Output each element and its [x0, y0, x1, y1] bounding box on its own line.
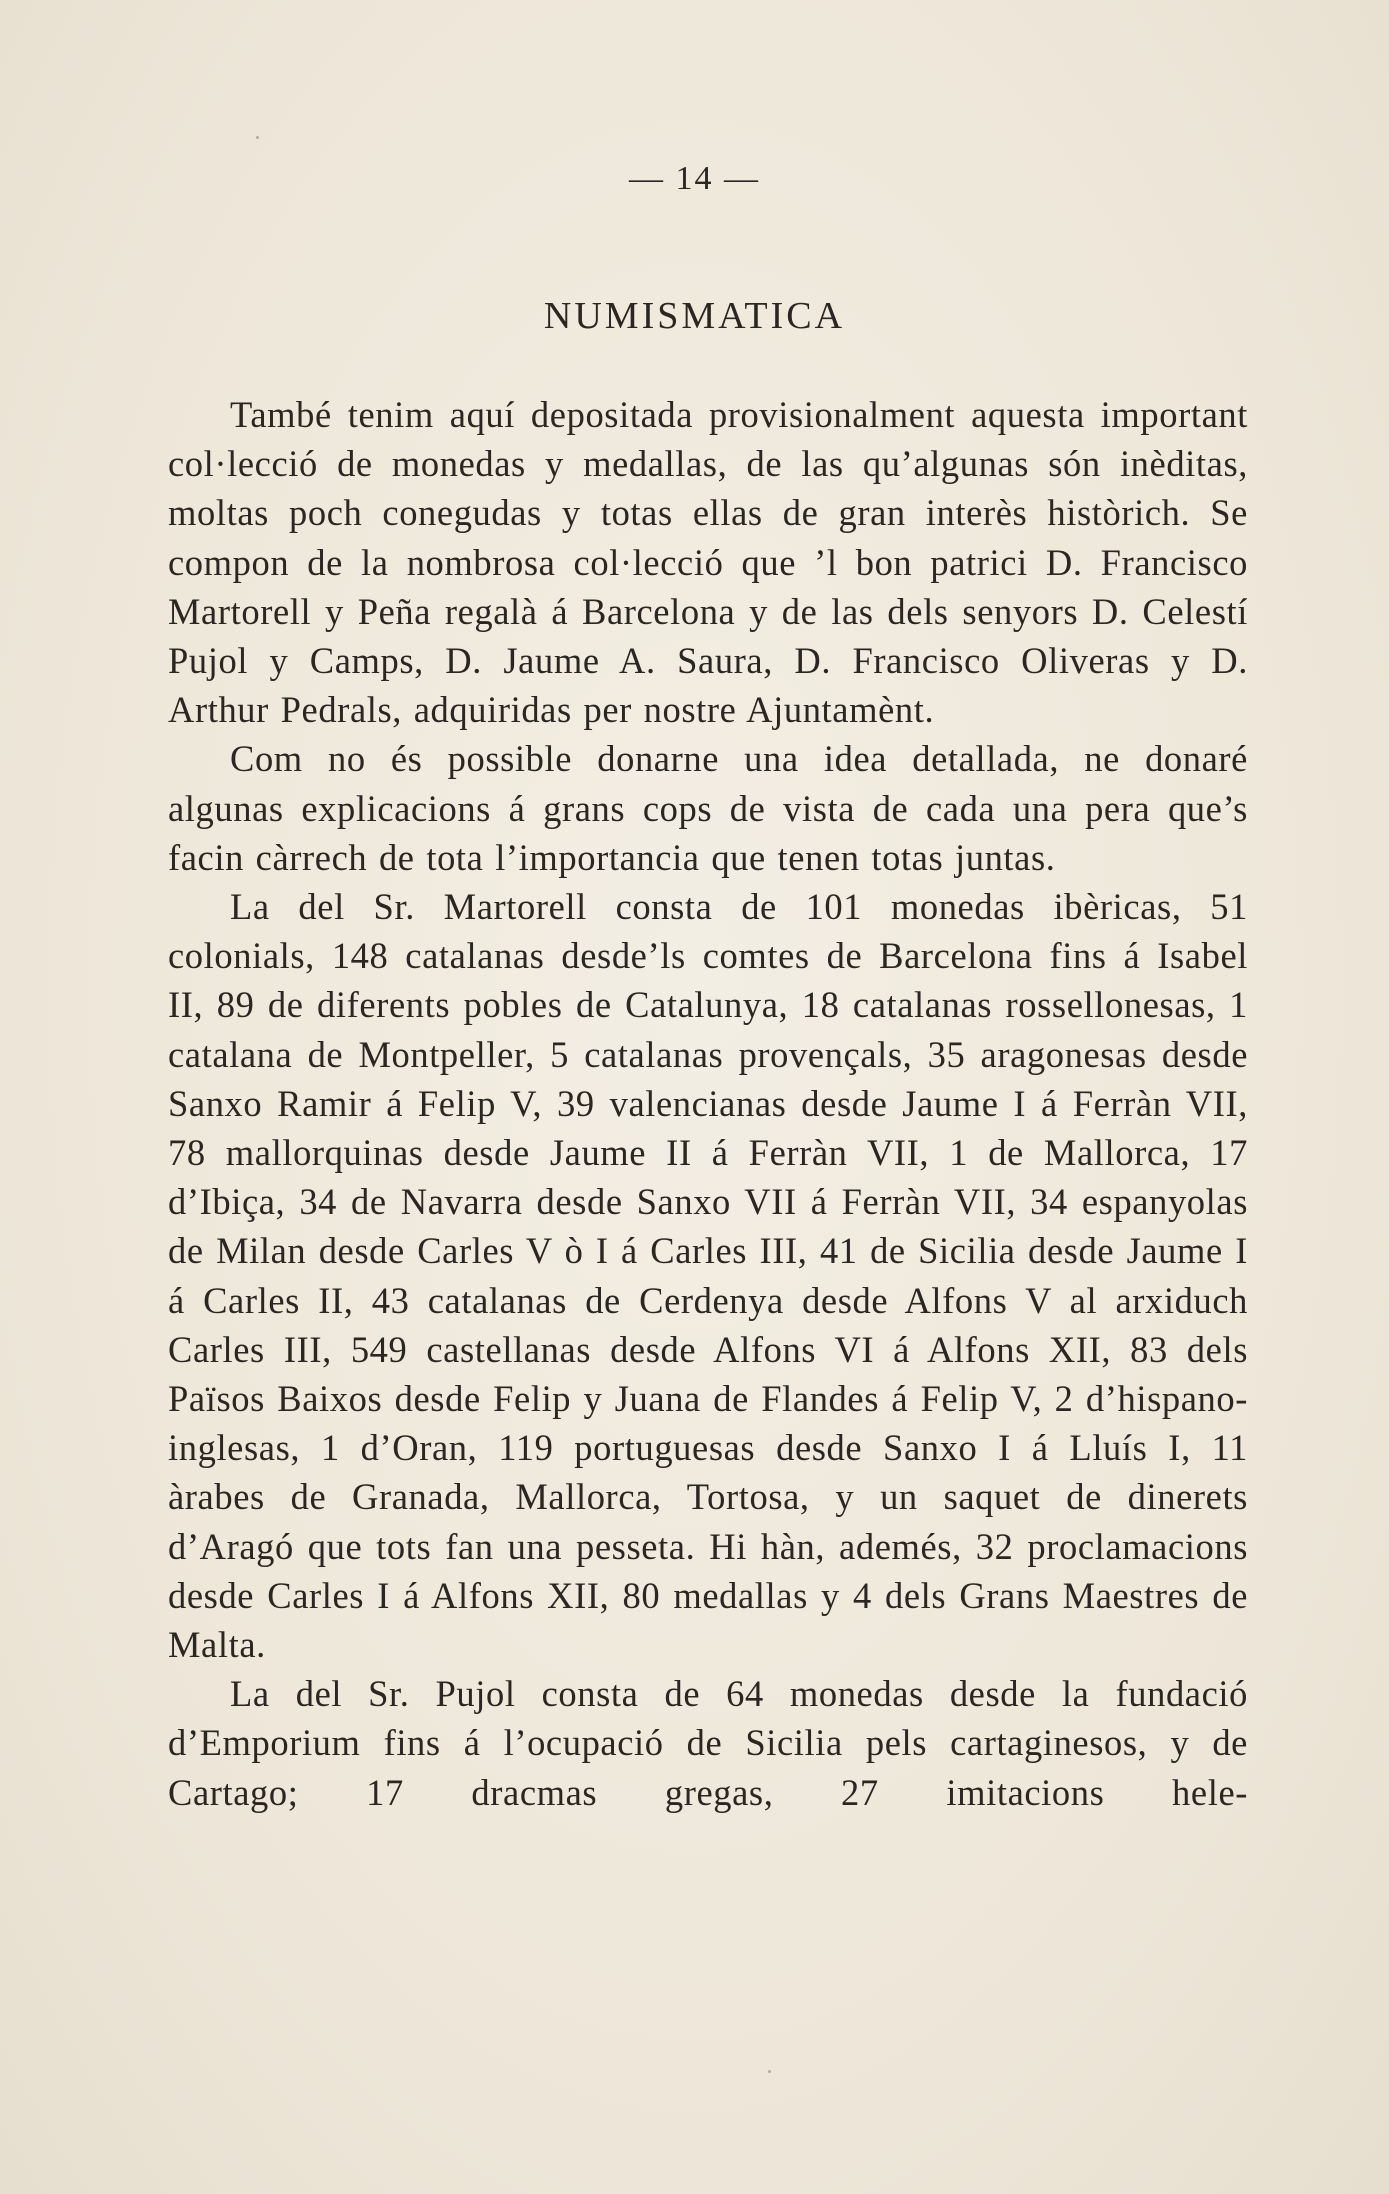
paragraph-3: La del Sr. Martorell consta de 101 monedas ibèricas, 51 colonials, 148 catalanas desde’ls comtes de Barcelona fins á Isabel II, 89 de diferents pobles de Catalunya, 18 catalanas rossellonesas, 1 catalana de Montpeller, 5 catalanas provençals, 35 aragonesas desde Sanxo Ramir á Felip V, 39 valencianas desde Jaume I á Ferràn VII, 78 mallorquinas desde Jaume II á Ferràn VII, 1 de Mallorca, 17 d’Ibiça, 34 de Navarra desde Sanxo VII á Ferràn VII, 34 espanyolas de Milan desde Carles V ò I á Carles III, 41 de Sicilia desde Jaume I á Carles II, 43 catalanas de Cerdenya desde Alfons V al arxiduch Carles III, 549 castellanas desde Alfons VI á Alfons XII, 83 dels Països Baixos desde Felip y Juana de Flandes á Felip V, 2 d’hispano-inglesas, 1 d’Oran, 119 portuguesas desde Sanxo I á Lluís I, 11 àrabes de Granada, Mallorca, Tortosa, y un saquet de dinerets d’Aragó que tots fan una pesseta. Hi hàn, ademés, 32 proclamacions desde Carles I á Alfons XII, 80 medallas y 4 dels Grans Maestres de Malta. — [168, 886, 1248, 1666]
paragraph-2: Com no és possible donarne una idea detallada, ne donaré algunas explicacions á grans cops de vista de cada una pera que’s facin càrrech de tota l’importancia que tenen totas juntas. — [168, 738, 1248, 878]
body-text — [168, 390, 1248, 1817]
paragraph-4: La del Sr. Pujol consta de 64 monedas desde la fundació d’Emporium fins á l’ocupació de Sicilia pels cartaginesos, y de Cartago; 17 dracmas gregas, 27 imitacions hele- — [168, 1673, 1248, 1813]
section-title: NUMISMATICA — [543, 295, 846, 337]
paragraph-1: També tenim aquí depositada provisionalment aquesta important col·lecció de monedas y medallas, de las qu’algunas són inèditas, moltas poch conegudas y totas ellas de gran interès històrich. Se compon de la nombrosa col·lecció que ’l bon patrici D. Francisco Martorell y Peña regalà á Barcelona y de las dels senyors D. Celestí Pujol y Camps, D. Jaume A. Saura, D. Francisco Oliveras y D. Arthur Pedrals, adquiridas per nostre Ajuntamènt. — [168, 394, 1248, 731]
paper-speck — [256, 136, 259, 139]
page-number: — 14 — — [629, 160, 760, 197]
paper-speck — [768, 2070, 771, 2073]
